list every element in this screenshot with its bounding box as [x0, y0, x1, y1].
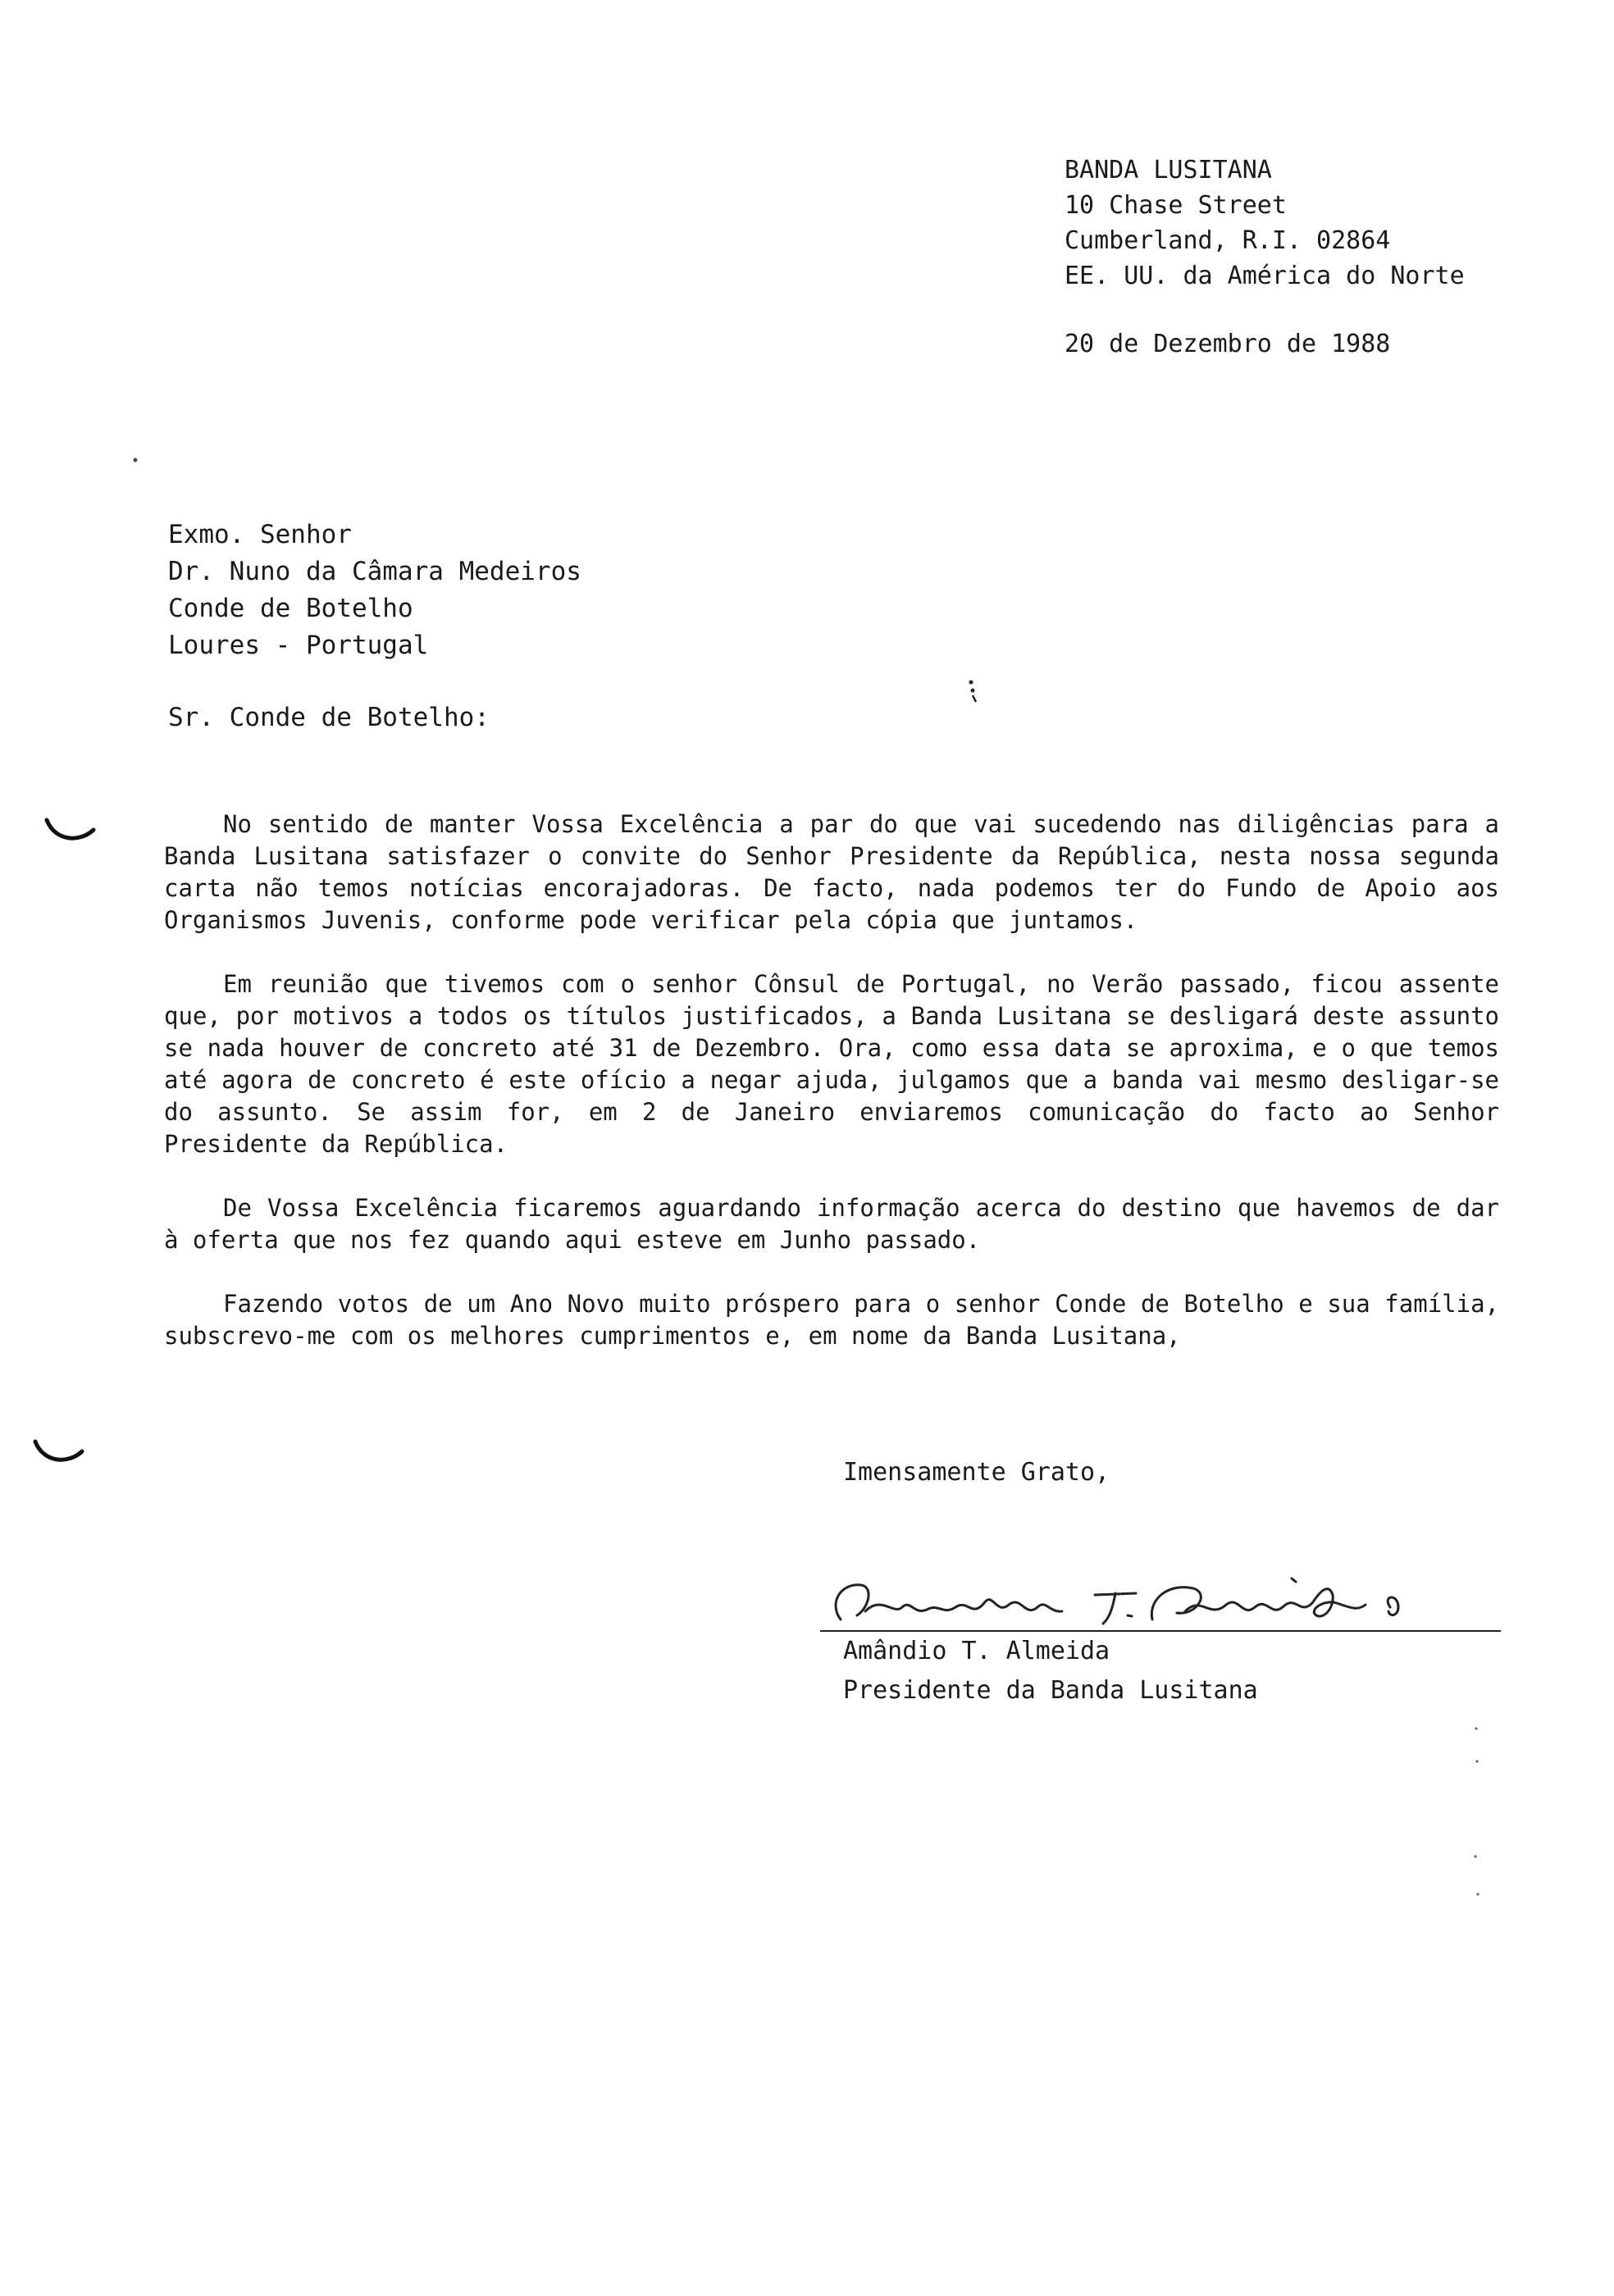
salutation: Sr. Conde de Botelho: [168, 703, 490, 732]
scan-dots-right [1468, 1722, 1484, 1902]
handwritten-signature [824, 1570, 1497, 1636]
body-paragraph-1: No sentido de manter Vossa Excelência a par do que vai sucedendo nas diligências para a Banda Lusitana satisfazer o convite do Senhor Presidente da República, nesta nossa segunda carta não temos notícias encorajadoras. De facto, nada podemos ter do Fundo de Apoio aos Organismos Juvenis, conforme pode verificar pela cópia que juntamos. [164, 810, 1499, 934]
letter-body [164, 809, 1499, 1384]
recipient-address [168, 517, 581, 664]
sender-name: BANDA LUSITANA [1065, 156, 1272, 184]
letter-date: 20 de Dezembro de 1988 [1065, 330, 1391, 358]
sender-address [1065, 153, 1465, 294]
sender-street: 10 Chase Street [1065, 191, 1287, 220]
body-paragraph-2: Em reunião que tivemos com o senhor Cônsul de Portugal, no Verão passado, ficou assente que, por motivos a todos os títulos justificados, a Banda Lusitana se desligará deste assunto se nada houver de concreto até 31 de Dezembro. Ora, como essa data se aproxima, e o que temos até agora de concreto é este ofício a negar ajuda, julgamos que a banda vai mesmo desligar-se do assunto. Se assim for, em 2 de Janeiro enviaremos comunicação do facto ao Senhor Presidente da República. [164, 970, 1499, 1158]
scan-speck [966, 677, 983, 705]
signer-title: Presidente da Banda Lusitana [843, 1676, 1258, 1705]
sender-country: EE. UU. da América do Norte [1065, 262, 1465, 290]
recipient-line-4: Loures - Portugal [168, 631, 429, 660]
scan-dot [131, 456, 139, 464]
recipient-line-2: Dr. Nuno da Câmara Medeiros [168, 557, 581, 586]
closing: Imensamente Grato, [843, 1458, 1110, 1487]
signer-block [843, 1632, 1258, 1711]
body-paragraph-3: De Vossa Excelência ficaremos aguardando informação acerca do destino que havemos de dar à oferta que nos fez quando aqui esteve em Junho passado. [164, 1194, 1499, 1254]
punch-mark-upper [43, 815, 100, 848]
body-paragraph-4: Fazendo votos de um Ano Novo muito próspero para o senhor Conde de Botelho e sua família, subscrevo-me com os melhores cumprimentos e, em nome da Banda Lusitana, [164, 1290, 1499, 1350]
punch-mark-lower [31, 1437, 89, 1469]
recipient-line-3: Conde de Botelho [168, 594, 413, 623]
recipient-line-1: Exmo. Senhor [168, 520, 352, 549]
sender-city: Cumberland, R.I. 02864 [1065, 226, 1391, 255]
signer-name: Amândio T. Almeida [843, 1637, 1110, 1665]
